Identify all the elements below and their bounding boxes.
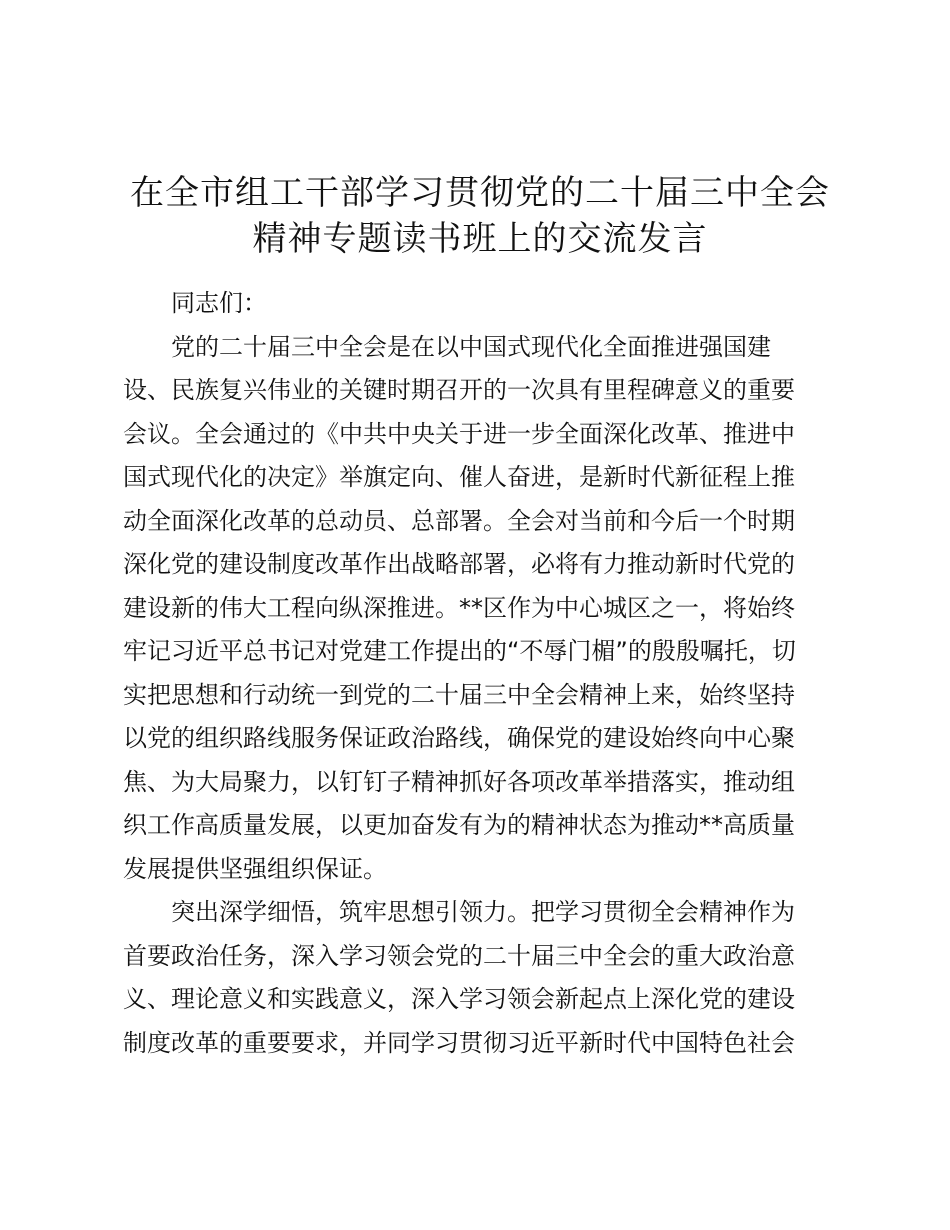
paragraph-line: 织工作高质量发展，以更加奋发有为的精神状态为推动**高质量 bbox=[123, 811, 795, 839]
paragraph-line: 焦、为大局聚力，以钉钉子精神抓好各项改革举措落实，推动组 bbox=[123, 767, 795, 796]
paragraph-line: 国式现代化的决定》举旗定向、催人奋进，是新时代新征程上推 bbox=[123, 463, 795, 491]
document-title bbox=[100, 170, 860, 262]
title-line-1: 在全市组工干部学习贯彻党的二十届三中全会 bbox=[130, 173, 830, 213]
title-line-2: 精神专题读书班上的交流发言 bbox=[252, 219, 708, 259]
paragraph-line: 发展提供坚强组织保证。 bbox=[123, 854, 387, 883]
paragraph-line: 牢记习近平总书记对党建工作提出的“不辱门楣”的殷殷嘱托，切 bbox=[123, 637, 796, 665]
paragraph-2 bbox=[123, 891, 823, 1065]
paragraph-line: 动全面深化改革的总动员、总部署。全会对当前和今后一个时期 bbox=[123, 506, 795, 535]
paragraph-line: 深化党的建设制度改革作出战略部署，必将有力推动新时代党的 bbox=[123, 550, 795, 578]
paragraph-line: 实把思想和行动统一到党的二十届三中全会精神上来，始终坚持 bbox=[123, 680, 795, 709]
paragraph-line: 建设新的伟大工程向纵深推进。**区作为中心城区之一，将始终 bbox=[123, 593, 795, 622]
paragraph-line: 党的二十届三中全会是在以中国式现代化全面推进强国建 bbox=[171, 332, 771, 361]
paragraph-line: 首要政治任务，深入学习领会党的二十届三中全会的重大政治意 bbox=[123, 941, 795, 970]
document-body bbox=[123, 282, 823, 1065]
paragraph-line: 突出深学细悟，筑牢思想引领力。把学习贯彻全会精神作为 bbox=[171, 898, 795, 926]
paragraph-line: 制度改革的重要要求，并同学习贯彻习近平新时代中国特色社会 bbox=[123, 1028, 795, 1057]
paragraph-line: 会议。全会通过的《中共中央关于进一步全面深化改革、推进中 bbox=[123, 419, 795, 448]
paragraph-line: 义、理论意义和实践意义，深入学习领会新起点上深化党的建设 bbox=[123, 985, 795, 1013]
paragraph-1 bbox=[123, 326, 823, 892]
salutation: 同志们： bbox=[171, 289, 267, 317]
paragraph-line: 设、民族复兴伟业的关键时期召开的一次具有里程碑意义的重要 bbox=[123, 376, 795, 404]
paragraph-line: 以党的组织路线服务保证政治路线，确保党的建设始终向中心聚 bbox=[123, 724, 795, 752]
